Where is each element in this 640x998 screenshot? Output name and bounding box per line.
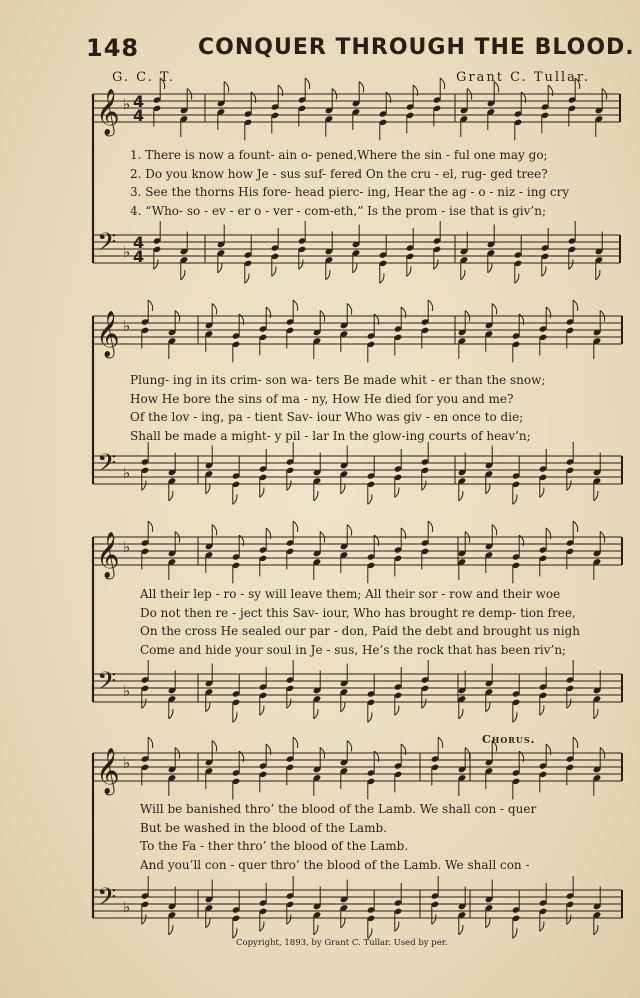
note-flag	[287, 480, 291, 490]
note-flag	[293, 300, 298, 311]
note-flag	[573, 521, 578, 532]
note-flag	[287, 698, 291, 708]
note-flag	[395, 921, 399, 931]
note-flag	[260, 487, 264, 497]
page-number: 148	[86, 34, 140, 62]
note-flag	[347, 304, 352, 315]
note-flag	[567, 914, 571, 924]
note-flag	[341, 918, 345, 928]
bass-clef: 𝄢	[97, 228, 117, 263]
treble-clef: 𝄞	[96, 311, 120, 357]
note-flag	[293, 737, 298, 748]
copyright-notice: Copyright, 1893, by Grant C. Tullar. Used by per.	[236, 938, 448, 948]
note-flag	[233, 928, 237, 938]
note-flag	[287, 914, 291, 924]
note-flag	[160, 78, 165, 89]
note-flag	[314, 491, 318, 501]
composer-credit: Grant C. Tullar.	[456, 70, 590, 85]
note-flag	[169, 491, 173, 501]
note-flag	[368, 494, 372, 504]
note-flag	[314, 709, 318, 719]
time-signature: 4	[133, 247, 145, 266]
note-flag	[293, 521, 298, 532]
note-flag	[594, 925, 598, 935]
treble-clef: 𝄞	[96, 89, 120, 135]
lyric-line: 2. Do you know how Je - sus suf- fered On the cru - el, rug- ged tree?	[130, 166, 548, 181]
lyric-line: All their lep - ro - sy will leave them; All their sor - row and their woe	[140, 587, 561, 601]
note-flag	[206, 484, 210, 494]
key-flat: ♭	[123, 754, 131, 772]
note-flag	[575, 78, 580, 89]
note-flag	[438, 737, 443, 748]
note-flag	[142, 698, 146, 708]
lyric-line: 4. “Who- so - ev - er o - ver - com-eth,” Is the prom - ise that is giv’n;	[130, 203, 547, 218]
note-flag	[368, 712, 372, 722]
lyricist-credit: G. C. T.	[112, 70, 175, 85]
lyric-line: But be washed in the blood of the Lamb.	[140, 820, 387, 835]
hymn-title: CONQUER THROUGH THE BLOOD.	[198, 35, 635, 60]
note-flag	[492, 304, 497, 315]
note-flag	[353, 263, 357, 273]
note-flag	[142, 480, 146, 490]
note-flag	[428, 300, 433, 311]
note-flag	[434, 259, 438, 269]
time-signature: 4	[133, 92, 145, 111]
note-flag	[299, 259, 303, 269]
note-flag	[540, 921, 544, 931]
lyric-line: And you’ll con - quer thro’ the blood of the Lamb. We shall con -	[140, 857, 530, 872]
note-flag	[422, 698, 426, 708]
note-flag	[212, 525, 217, 536]
lyric-line: To the Fa - ther thro’ the blood of the Lamb.	[140, 839, 409, 853]
key-flat: ♭	[123, 95, 131, 113]
note-flag	[594, 491, 598, 501]
note-flag	[573, 300, 578, 311]
note-flag	[494, 82, 499, 93]
note-flag	[142, 914, 146, 924]
note-flag	[148, 737, 153, 748]
note-flag	[422, 480, 426, 490]
note-flag	[212, 741, 217, 752]
note-flag	[459, 925, 463, 935]
note-flag	[233, 712, 237, 722]
key-flat: ♭	[123, 243, 131, 261]
bass-clef: 𝄢	[97, 883, 117, 918]
note-flag	[569, 259, 573, 269]
note-flag	[368, 928, 372, 938]
note-flag	[181, 270, 185, 280]
chorus-label: Chorus.	[482, 733, 536, 746]
note-flag	[492, 525, 497, 536]
time-signature: 4	[133, 233, 145, 252]
note-flag	[488, 263, 492, 273]
note-flag	[224, 82, 229, 93]
lyric-line: Do not then re - ject this Sav- iour, Who has brought re demp- tion free,	[140, 605, 576, 620]
note-flag	[440, 78, 445, 89]
key-flat: ♭	[123, 898, 131, 916]
bass-staff	[93, 235, 620, 263]
note-flag	[461, 270, 465, 280]
note-flag	[212, 304, 217, 315]
note-flag	[513, 712, 517, 722]
note-flag	[148, 300, 153, 311]
note-flag	[486, 702, 490, 712]
treble-staff	[93, 94, 620, 122]
note-flag	[459, 709, 463, 719]
note-flag	[459, 491, 463, 501]
note-flag	[233, 494, 237, 504]
note-flag	[154, 259, 158, 269]
note-flag	[573, 737, 578, 748]
lyric-line: 3. See the thorns His fore- head pierc- ing, Hear the ag - o - niz - ing cry	[130, 185, 570, 199]
note-flag	[347, 525, 352, 536]
lyric-line: Of the lov - ing, pa - tient Sav- iour Who was giv - en once to die;	[130, 410, 524, 424]
lyric-line: Shall be made a might- y pil - lar In the glow-ing courts of heav’n;	[130, 428, 531, 443]
note-flag	[218, 263, 222, 273]
note-flag	[540, 487, 544, 497]
note-flag	[432, 914, 436, 924]
note-flag	[314, 925, 318, 935]
note-flag	[148, 521, 153, 532]
note-flag	[513, 494, 517, 504]
note-flag	[260, 705, 264, 715]
time-signature: 4	[133, 106, 145, 125]
key-flat: ♭	[123, 538, 131, 556]
note-flag	[540, 705, 544, 715]
key-flat: ♭	[123, 682, 131, 700]
bass-clef: 𝄢	[97, 449, 117, 484]
note-flag	[380, 273, 384, 283]
lyric-line: 1. There is now a fount- ain o- pened,Where the sin - ful one may go;	[130, 148, 548, 162]
note-flag	[359, 82, 364, 93]
lyric-line: On the cross He sealed our par - don, Paid the debt and brought us nigh	[140, 624, 580, 638]
note-flag	[596, 270, 600, 280]
note-flag	[542, 266, 546, 276]
note-flag	[326, 270, 330, 280]
note-flag	[169, 709, 173, 719]
note-flag	[513, 928, 517, 938]
note-flag	[515, 273, 519, 283]
note-flag	[594, 709, 598, 719]
lyric-line: Plung- ing in its crim- son wa- ters Be made whit - er than the snow;	[130, 373, 546, 387]
note-flag	[245, 273, 249, 283]
note-flag	[341, 484, 345, 494]
lyric-line: Will be banished thro’ the blood of the Lamb. We shall con - quer	[140, 802, 537, 816]
note-flag	[428, 521, 433, 532]
note-flag	[272, 266, 276, 276]
treble-clef: 𝄞	[96, 748, 120, 794]
note-flag	[567, 698, 571, 708]
note-flag	[567, 480, 571, 490]
note-flag	[407, 266, 411, 276]
note-flag	[486, 918, 490, 928]
note-flag	[305, 78, 310, 89]
lyric-line: Come and hide your soul in Je - sus, He’s the rock that has been riv’n;	[140, 642, 567, 657]
note-flag	[260, 921, 264, 931]
note-flag	[206, 702, 210, 712]
note-flag	[395, 705, 399, 715]
note-flag	[347, 741, 352, 752]
note-flag	[486, 484, 490, 494]
note-flag	[341, 702, 345, 712]
lyric-line: How He bore the sins of ma - ny, How He died for you and me?	[130, 391, 514, 406]
treble-clef: 𝄞	[96, 532, 120, 578]
note-flag	[492, 741, 497, 752]
bass-clef: 𝄢	[97, 667, 117, 702]
key-flat: ♭	[123, 464, 131, 482]
key-flat: ♭	[123, 317, 131, 335]
note-flag	[395, 487, 399, 497]
note-flag	[169, 925, 173, 935]
note-flag	[206, 918, 210, 928]
